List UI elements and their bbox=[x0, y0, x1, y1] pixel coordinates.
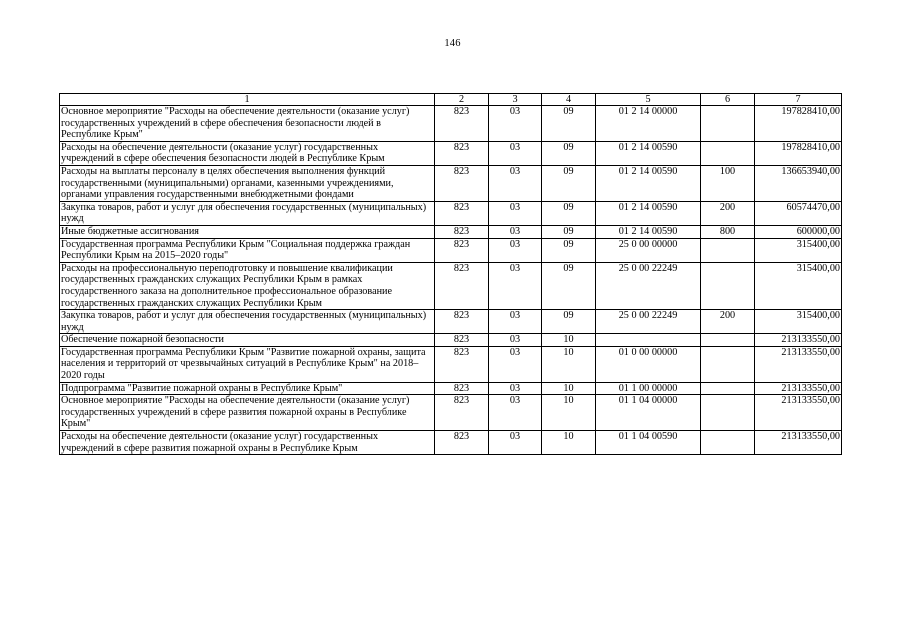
code-cell: 823 bbox=[435, 201, 489, 225]
column-header: 2 bbox=[435, 94, 489, 106]
code-cell: 25 0 00 22249 bbox=[596, 262, 701, 309]
code-cell: 823 bbox=[435, 262, 489, 309]
column-header: 6 bbox=[701, 94, 755, 106]
code-cell: 03 bbox=[489, 310, 542, 334]
code-cell: 800 bbox=[701, 225, 755, 238]
table-row bbox=[60, 334, 842, 347]
page-number: 146 bbox=[444, 38, 461, 49]
code-cell: 09 bbox=[542, 201, 596, 225]
amount-cell: 213133550,00 bbox=[755, 346, 842, 382]
code-cell: 10 bbox=[542, 395, 596, 431]
code-cell: 823 bbox=[435, 165, 489, 201]
code-cell bbox=[701, 431, 755, 455]
code-cell: 10 bbox=[542, 334, 596, 347]
code-cell: 03 bbox=[489, 431, 542, 455]
code-cell: 03 bbox=[489, 106, 542, 142]
column-header: 4 bbox=[542, 94, 596, 106]
code-cell: 09 bbox=[542, 238, 596, 262]
row-name-cell: Расходы на выплаты персоналу в целях обеспечения выполнения функций государственными (муниципальными) органами, казенными учреждениями, органами управления государственными внебюджетными фондами bbox=[60, 165, 435, 201]
code-cell: 09 bbox=[542, 310, 596, 334]
code-cell: 823 bbox=[435, 382, 489, 395]
code-cell: 823 bbox=[435, 238, 489, 262]
row-name-cell: Государственная программа Республики Крым "Развитие пожарной охраны, защита населения и территорий от чрезвычайных ситуаций в Республике Крым" на 2018–2020 годы bbox=[60, 346, 435, 382]
row-name-cell: Основное мероприятие "Расходы на обеспечение деятельности (оказание услуг) государственных учреждений в сфере обеспечения безопасности людей в Республике Крым" bbox=[60, 106, 435, 142]
table-row bbox=[60, 238, 842, 262]
code-cell: 25 0 00 22249 bbox=[596, 310, 701, 334]
code-cell: 01 0 00 00000 bbox=[596, 346, 701, 382]
amount-cell: 60574470,00 bbox=[755, 201, 842, 225]
code-cell: 03 bbox=[489, 262, 542, 309]
code-cell: 09 bbox=[542, 262, 596, 309]
code-cell: 01 2 14 00590 bbox=[596, 201, 701, 225]
code-cell bbox=[596, 334, 701, 347]
table-row bbox=[60, 262, 842, 309]
code-cell: 200 bbox=[701, 310, 755, 334]
code-cell: 823 bbox=[435, 431, 489, 455]
code-cell: 01 1 04 00000 bbox=[596, 395, 701, 431]
column-header: 7 bbox=[755, 94, 842, 106]
code-cell: 09 bbox=[542, 165, 596, 201]
code-cell: 09 bbox=[542, 225, 596, 238]
table-row bbox=[60, 310, 842, 334]
table-header-row bbox=[60, 94, 842, 106]
row-name-cell: Основное мероприятие "Расходы на обеспечение деятельности (оказание услуг) государственных учреждений в сфере развития пожарной охраны в Республике Крым" bbox=[60, 395, 435, 431]
code-cell: 823 bbox=[435, 334, 489, 347]
code-cell: 823 bbox=[435, 141, 489, 165]
amount-cell: 197828410,00 bbox=[755, 141, 842, 165]
amount-cell: 213133550,00 bbox=[755, 382, 842, 395]
code-cell: 01 1 04 00590 bbox=[596, 431, 701, 455]
column-header: 3 bbox=[489, 94, 542, 106]
code-cell: 03 bbox=[489, 334, 542, 347]
table-row bbox=[60, 395, 842, 431]
amount-cell: 197828410,00 bbox=[755, 106, 842, 142]
code-cell: 01 2 14 00000 bbox=[596, 106, 701, 142]
code-cell: 823 bbox=[435, 346, 489, 382]
code-cell bbox=[701, 382, 755, 395]
code-cell bbox=[701, 346, 755, 382]
code-cell: 823 bbox=[435, 225, 489, 238]
code-cell: 03 bbox=[489, 225, 542, 238]
code-cell: 823 bbox=[435, 395, 489, 431]
column-header: 5 bbox=[596, 94, 701, 106]
code-cell: 03 bbox=[489, 395, 542, 431]
code-cell: 01 1 00 00000 bbox=[596, 382, 701, 395]
code-cell bbox=[701, 334, 755, 347]
row-name-cell: Закупка товаров, работ и услуг для обеспечения государственных (муниципальных) нужд bbox=[60, 310, 435, 334]
table-row bbox=[60, 346, 842, 382]
amount-cell: 600000,00 bbox=[755, 225, 842, 238]
code-cell: 03 bbox=[489, 165, 542, 201]
code-cell: 01 2 14 00590 bbox=[596, 165, 701, 201]
code-cell bbox=[701, 141, 755, 165]
row-name-cell: Государственная программа Республики Крым "Социальная поддержка граждан Республики Крым на 2015–2020 годы" bbox=[60, 238, 435, 262]
code-cell: 200 bbox=[701, 201, 755, 225]
code-cell: 03 bbox=[489, 346, 542, 382]
code-cell: 823 bbox=[435, 310, 489, 334]
code-cell bbox=[701, 238, 755, 262]
table-row bbox=[60, 431, 842, 455]
code-cell: 10 bbox=[542, 431, 596, 455]
row-name-cell: Расходы на обеспечение деятельности (оказание услуг) государственных учреждений в сфере развития пожарной охраны в Республике Крым bbox=[60, 431, 435, 455]
table-row bbox=[60, 141, 842, 165]
code-cell: 09 bbox=[542, 106, 596, 142]
code-cell: 03 bbox=[489, 201, 542, 225]
code-cell: 01 2 14 00590 bbox=[596, 225, 701, 238]
table-row bbox=[60, 201, 842, 225]
code-cell: 823 bbox=[435, 106, 489, 142]
amount-cell: 213133550,00 bbox=[755, 431, 842, 455]
amount-cell: 213133550,00 bbox=[755, 395, 842, 431]
budget-table bbox=[59, 93, 842, 455]
amount-cell: 315400,00 bbox=[755, 262, 842, 309]
amount-cell: 136653940,00 bbox=[755, 165, 842, 201]
code-cell bbox=[701, 262, 755, 309]
row-name-cell: Расходы на профессиональную переподготовку и повышение квалификации государственных гражданских служащих Республики Крым в рамках государственного заказа на дополнительное профессиональное образование государственных гражданских служащих Республики Крым bbox=[60, 262, 435, 309]
code-cell: 03 bbox=[489, 141, 542, 165]
table-row bbox=[60, 165, 842, 201]
code-cell: 25 0 00 00000 bbox=[596, 238, 701, 262]
code-cell: 03 bbox=[489, 382, 542, 395]
row-name-cell: Расходы на обеспечение деятельности (оказание услуг) государственных учреждений в сфере обеспечения безопасности людей в Республике Крым bbox=[60, 141, 435, 165]
code-cell: 10 bbox=[542, 382, 596, 395]
row-name-cell: Подпрограмма "Развитие пожарной охраны в Республике Крым" bbox=[60, 382, 435, 395]
code-cell bbox=[701, 106, 755, 142]
code-cell bbox=[701, 395, 755, 431]
amount-cell: 315400,00 bbox=[755, 238, 842, 262]
table-row bbox=[60, 382, 842, 395]
amount-cell: 315400,00 bbox=[755, 310, 842, 334]
row-name-cell: Обеспечение пожарной безопасности bbox=[60, 334, 435, 347]
table-row bbox=[60, 225, 842, 238]
table-row bbox=[60, 106, 842, 142]
code-cell: 03 bbox=[489, 238, 542, 262]
code-cell: 100 bbox=[701, 165, 755, 201]
row-name-cell: Иные бюджетные ассигнования bbox=[60, 225, 435, 238]
row-name-cell: Закупка товаров, работ и услуг для обеспечения государственных (муниципальных) нужд bbox=[60, 201, 435, 225]
amount-cell: 213133550,00 bbox=[755, 334, 842, 347]
column-header: 1 bbox=[60, 94, 435, 106]
code-cell: 09 bbox=[542, 141, 596, 165]
code-cell: 10 bbox=[542, 346, 596, 382]
code-cell: 01 2 14 00590 bbox=[596, 141, 701, 165]
table-body bbox=[60, 106, 842, 455]
